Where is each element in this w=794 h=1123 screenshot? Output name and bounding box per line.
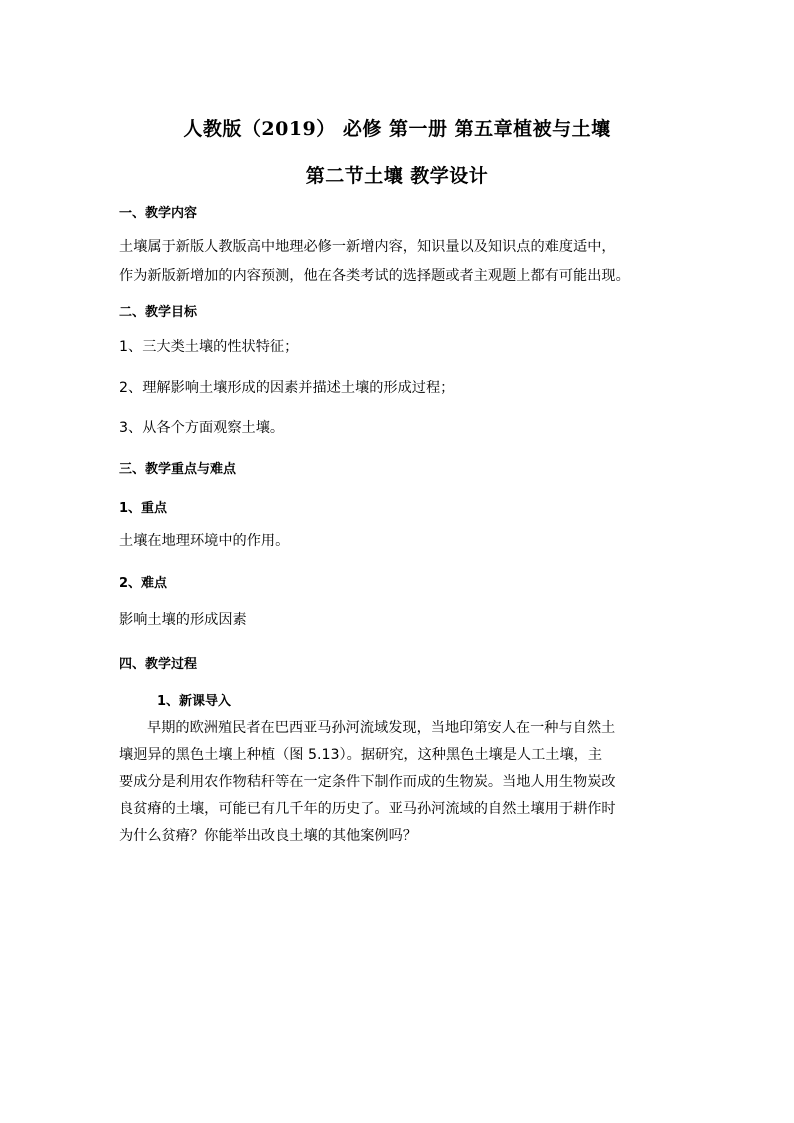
process-line <box>119 715 694 742</box>
goal-item: 3、从各个方面观察土壤。 <box>119 420 285 436</box>
process-step-heading: 1、新课导入 <box>157 694 232 709</box>
process-line: 壤迥异的黑色土壤上种植（图 5.13）。据研究，这种黑色土壤是人工土壤，主 <box>119 747 603 763</box>
focus-text: 土壤在地理环境中的作用。 <box>119 533 290 549</box>
difficulty-text: 影响土壤的形成因素 <box>119 612 247 628</box>
process-line: 要成分是利用农作物秸秆等在一定条件下制作而成的生物炭。当地人用生物炭改 <box>119 774 616 790</box>
document-title: 人教版（2019） 必修 第一册 第五章植被与土壤 <box>183 118 611 140</box>
content-paragraph <box>119 234 689 290</box>
process-line: 为什么贫瘠？你能举出改良土壤的其他案例吗？ <box>119 828 417 844</box>
content-line: 作为新版新增加的内容预测，他在各类考试的选择题或者主观题上都有可能出现。 <box>119 268 630 284</box>
section-heading-process: 四、教学过程 <box>119 657 198 672</box>
document-subtitle: 第二节土壤 教学设计 <box>305 165 489 187</box>
process-line-text: 早期的欧洲殖民者在巴西亚马孙河流域发现，当地印第安人在一种与自然土 <box>147 720 616 736</box>
process-line: 良贫瘠的土壤，可能已有几千年的历史了。亚马孙河流域的自然土壤用于耕作时 <box>119 801 616 817</box>
process-paragraph <box>119 715 694 850</box>
section-heading-goals: 二、教学目标 <box>119 305 198 320</box>
goal-item: 2、理解影响土壤形成的因素并描述土壤的形成过程； <box>119 380 455 396</box>
goal-item: 1、三大类土壤的性状特征； <box>119 339 299 355</box>
difficulty-heading: 2、难点 <box>119 576 168 591</box>
section-heading-key-points: 三、教学重点与难点 <box>119 462 237 477</box>
section-heading-content: 一、教学内容 <box>119 206 198 221</box>
focus-heading: 1、重点 <box>119 501 168 516</box>
content-line: 土壤属于新版人教版高中地理必修一新增内容，知识量以及知识点的难度适中， <box>119 239 616 255</box>
